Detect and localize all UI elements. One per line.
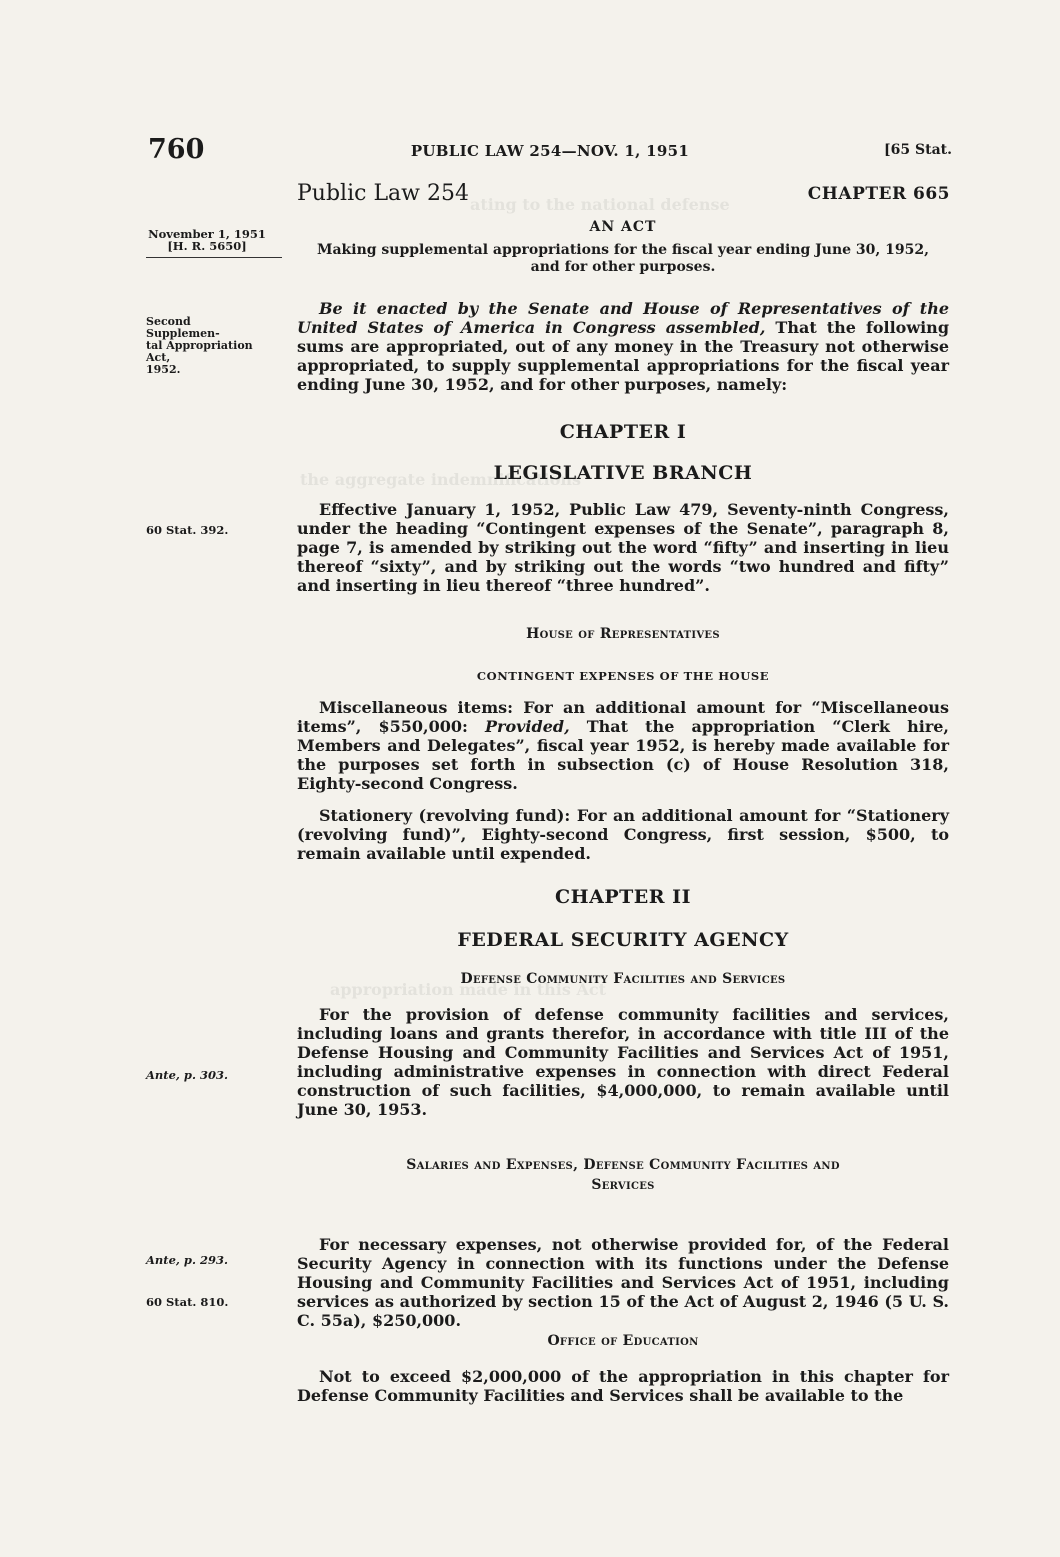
margin-ref-60-stat-810: 60 Stat. 810.	[146, 1295, 229, 1309]
office-of-education-heading: Office of Education	[547, 1333, 699, 1349]
page-number: 760	[148, 134, 205, 165]
stationery-paragraph: Stationery (revolving fund): For an additional amount for “Stationery (revolving fund)”, Eighty-second Congress, first session, $500, to remain available until expended.	[297, 806, 949, 863]
margin-bill-number: [H. R. 5650]	[167, 239, 247, 253]
purpose-line-1: Making supplemental appropriations for the fiscal year ending June 30, 1952,	[316, 242, 929, 258]
enacting-formula: Be it enacted by the Senate and House of Representatives of the United States of America in Congress assembled,	[297, 299, 949, 337]
salaries-paragraph: For necessary expenses, not otherwise provided for, of the Federal Security Agency in connection with its functions under the Defense Housing and Community Facilities and Services Act of 1951, including services as authorized by section 15 of the Act of August 2, 1946 (5 U. S. C. 55a), $250,000.	[297, 1235, 949, 1330]
provided-keyword: Provided,	[485, 717, 570, 736]
margin-act-name: Second Supplemen- tal Appropriation Act, 1952.	[146, 315, 253, 376]
law-title: Public Law 254	[297, 181, 469, 206]
chapter-number: CHAPTER 665	[807, 184, 950, 204]
legislative-branch-heading: LEGISLATIVE BRANCH	[493, 462, 753, 484]
running-title: PUBLIC LAW 254—NOV. 1, 1951	[410, 142, 690, 160]
margin-ref-60-stat-392: 60 Stat. 392.	[146, 523, 229, 537]
house-heading: House of Representatives	[526, 626, 720, 642]
education-paragraph: Not to exceed $2,000,000 of the appropriation in this chapter for Defense Community Facilities and Services shall be available to the	[297, 1367, 949, 1405]
miscellaneous-items-paragraph: Miscellaneous items: For an additional amount for “Miscellaneous items”, $550,000: Provided, That the appropriation “Clerk hire, Members and Delegates”, fiscal year 1952, is hereby made available for the purposes set forth in subsection (c) of House Resolution 318, Eighty-second Congress.	[297, 698, 949, 793]
margin-date-block	[146, 228, 268, 258]
running-head	[148, 134, 952, 168]
margin-ante-293: Ante, p. 293.	[146, 1253, 228, 1267]
an-act-label: AN ACT	[589, 219, 657, 235]
statute-reference: [65 Stat.	[884, 142, 952, 158]
salaries-heading: Salaries and Expenses, Defense Community Facilities and Services	[406, 1157, 840, 1193]
chapter-2-heading: CHAPTER II	[555, 886, 691, 908]
show-through-text: appropriation made in this Act	[330, 980, 606, 999]
chapter-1-heading: CHAPTER I	[559, 421, 687, 443]
legislative-paragraph: Effective January 1, 1952, Public Law 479, Seventy-ninth Congress, under the heading “Contingent expenses of the Senate”, paragraph 8, page 7, is amended by striking out the word “fifty” and inserting in lieu thereof “sixty”, and by striking out the words “two hundred and fifty” and inserting in lieu thereof “three hundred”.	[297, 500, 949, 595]
federal-security-agency-heading: FEDERAL SECURITY AGENCY	[457, 929, 789, 951]
act-purpose	[297, 242, 949, 276]
margin-rule	[146, 257, 282, 258]
defense-community-paragraph: For the provision of defense community facilities and services, including loans and grants therefor, in accordance with title III of the Defense Housing and Community Facilities and Services Act of 1951, including administrative expenses in connection with direct Federal construction of such facilities, $4,000,000, to remain available until June 30, 1953.	[297, 1005, 949, 1119]
purpose-line-2: and for other purposes.	[530, 259, 716, 275]
margin-date: November 1, 1951	[148, 227, 266, 241]
enacting-text: That the following sums are appropriated, out of any money in the Treasury not otherwise appropriated, to supply supplemental appropriations for the fiscal year ending June 30, 1952, and for other purposes, namely:	[297, 318, 950, 394]
enacting-clause	[297, 299, 949, 394]
defense-community-heading: Defense Community Facilities and Services	[460, 971, 786, 987]
margin-ante-303: Ante, p. 303.	[146, 1068, 228, 1082]
show-through-text: the aggregate indemnifications	[300, 470, 582, 489]
show-through-text: ating to the national defense	[470, 195, 730, 214]
contingent-expenses-heading: CONTINGENT EXPENSES OF THE HOUSE	[476, 669, 770, 683]
